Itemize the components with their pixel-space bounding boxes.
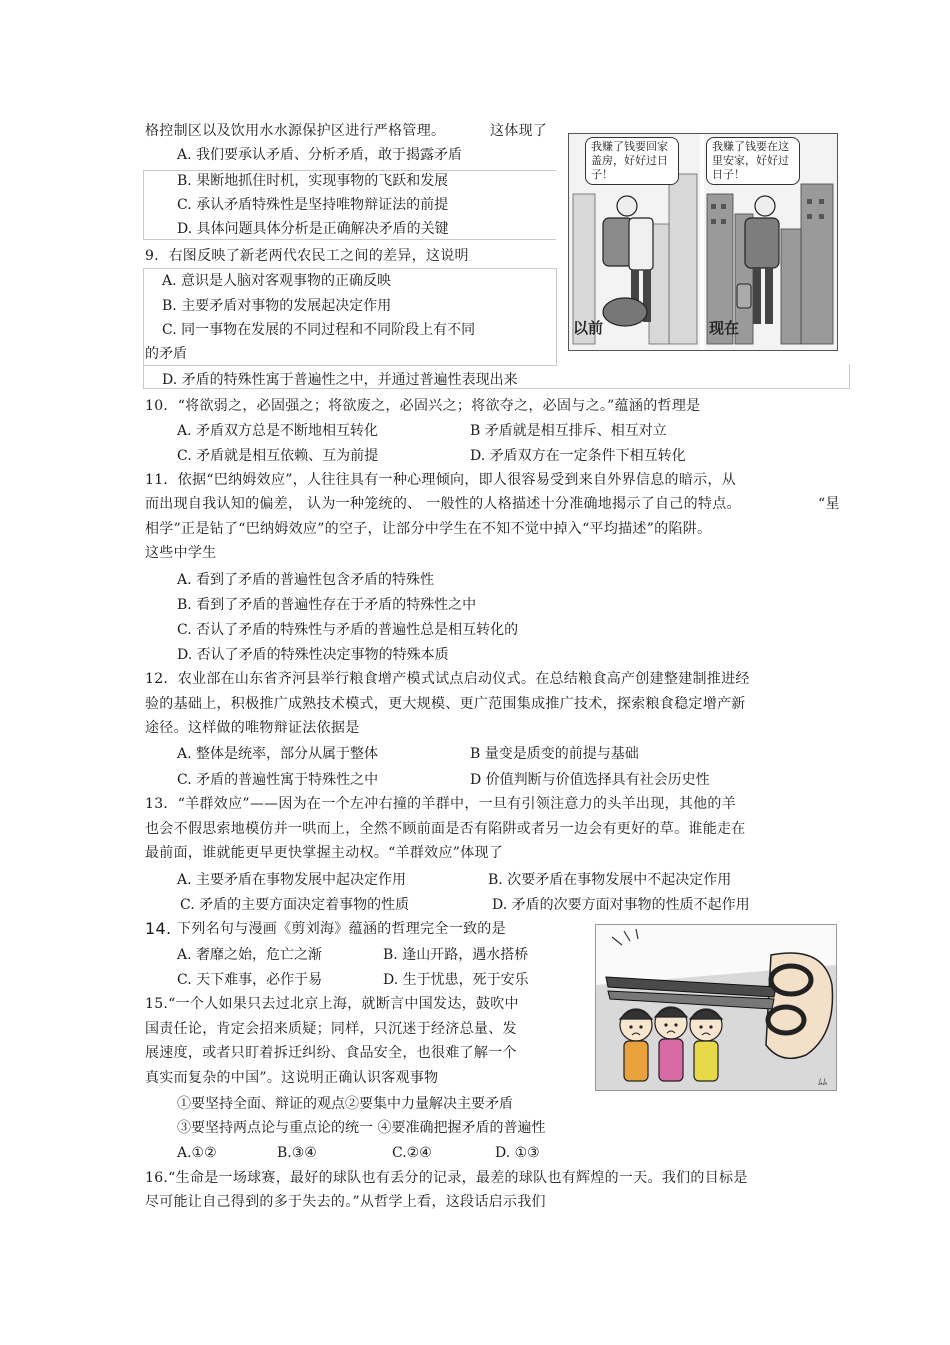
q12-line-1: 12．农业部在山东省齐河县举行粮食增产模式试点启动仪式。在总结粮食高产创建整建制推进经 (145, 671, 750, 687)
left-panel-label: 以前 (573, 319, 604, 337)
q14-option-b: B. 逢山开路，遇水搭桥 (383, 947, 529, 963)
right-speech-bubble: 我赚了钱要在这里安家，好好过日子！ (706, 137, 800, 185)
q15-option-a: A.①② (177, 1145, 217, 1161)
q10-option-d: D. 矛盾双方在一定条件下相互转化 (470, 448, 686, 464)
q13-line-1: 13．“羊群效应”——因为在一个左冲右撞的羊群中，一旦有引领注意力的头羊出现，其他的羊 (145, 796, 737, 812)
q15-option-d: D. ①③ (495, 1145, 540, 1161)
q11-line-2: 而出现自我认知的偏差， 认为一种笼统的、 一般性的人格描述十分准确地揭示了自己的特点。 (145, 496, 741, 512)
q9-option-c: C. 同一事物在发展的不同过程和不同阶段上有不同 (162, 322, 476, 338)
q12-option-b: B 量变是质变的前提与基础 (470, 746, 639, 762)
q10-option-c: C. 矛盾就是相互依赖、互为前提 (177, 448, 379, 464)
q11-line-1: 11．依据“巴纳姆效应”，人往往具有一种心理倾向，即人很容易受到来自外界信息的暗示，从 (145, 472, 737, 488)
q11-option-d: D. 否认了矛盾的特殊性决定事物的特殊本质 (177, 647, 449, 663)
q8-option-b: B. 果断地抓住时机，实现事物的飞跃和发展 (177, 173, 449, 189)
q9-option-b: B. 主要矛盾对事物的发展起决定作用 (162, 298, 392, 314)
q15-line-3: 展速度，或者只盯着拆迁纠纷、食品安全，也很难了解一个 (145, 1045, 517, 1061)
q9-option-a: A. 意识是人脑对客观事物的正确反映 (162, 273, 392, 289)
q13-option-a: A. 主要矛盾在事物发展中起决定作用 (177, 872, 407, 888)
q11-option-c: C. 否认了矛盾的特殊性与矛盾的普遍性总是相互转化的 (177, 622, 519, 638)
q12-line-2: 验的基础上，积极推广成熟技术模式，更大规模、更广范围集成推广技术，探索粮食稳定增产新 (145, 696, 746, 712)
q15-line-1: 15.“一个人如果只去过北京上海，就断言中国发达，鼓吹中 (145, 996, 519, 1012)
q15-item-line-1: ①要坚持全面、辩证的观点②要集中力量解决主要矛盾 (177, 1096, 513, 1112)
q13-line-3: 最前面，谁就能更早更快掌握主动权。“羊群效应”体现了 (145, 845, 504, 861)
q12-option-c: C. 矛盾的普遍性寓于特殊性之中 (177, 772, 379, 788)
q11-line-3: 相学”正是钻了“巴纳姆效应”的空子，让部分中学生在不知不觉中掉入“平均描述”的陷阱。 (145, 521, 712, 537)
q14-option-d: D. 生于忧患，死于安乐 (383, 972, 529, 988)
bangs-cutting-comic (595, 924, 837, 1091)
q8-stem-tail: 格控制区以及饮用水水源保护区进行严格管理。 (145, 123, 446, 139)
q14-option-c: C. 天下难事，必作于易 (177, 972, 323, 988)
artist-signature: ﾑﾑ (818, 1078, 828, 1088)
q12-option-a: A. 整体是统率，部分从属于整体 (177, 746, 379, 762)
left-speech-bubble: 我赚了钱要回家盖房，好好过日子！ (585, 137, 679, 185)
q13-option-d: D. 矛盾的次要方面对事物的性质不起作用 (492, 897, 750, 913)
q12-line-3: 途径。这样做的唯物辩证法依据是 (145, 720, 360, 736)
q8-option-d: D. 具体问题具体分析是正确解决矛盾的关键 (177, 221, 449, 237)
q13-option-c: C. 矛盾的主要方面决定着事物的性质 (180, 897, 410, 913)
q11-line-4: 这些中学生 (145, 545, 217, 561)
q14-number: 14. (145, 919, 172, 938)
right-panel-label: 现在 (709, 319, 740, 337)
q16-line-2: 尽可能让自己得到的多于失去的。”从哲学上看，这段话启示我们 (145, 1194, 546, 1210)
q15-item-line-2: ③要坚持两点论与重点论的统一 ④要准确把握矛盾的普遍性 (177, 1120, 546, 1136)
q15-line-2: 国责任论，肯定会招来质疑；同样，只沉迷于经济总量、发 (145, 1021, 517, 1037)
q14-stem: 下列名句与漫画《剪刘海》蕴涵的哲理完全一致的是 (177, 921, 506, 937)
scissors-illustration (596, 925, 836, 1090)
q13-line-2: 也会不假思索地模仿并一哄而上，全然不顾前面是否有陷阱或者另一边会有更好的草。谁能走在 (145, 821, 746, 837)
q15-option-b: B.③④ (277, 1145, 317, 1161)
q16-line-1: 16.“生命是一场球赛，最好的球队也有丢分的记录，最差的球队也有辉煌的一天。我们的目标是 (145, 1170, 748, 1186)
q12-option-d: D 价值判断与价值选择具有社会历史性 (470, 772, 710, 788)
q11-option-a: A. 看到了矛盾的普遍性包含矛盾的特殊性 (177, 572, 435, 588)
q8-stem-tail-2: 这体现了 (490, 123, 548, 139)
q11-option-b: B. 看到了矛盾的普遍性存在于矛盾的特殊性之中 (177, 597, 477, 613)
q8-option-a: A. 我们要承认矛盾、分析矛盾，敢于揭露矛盾 (177, 147, 463, 163)
q15-line-4: 真实而复杂的中国”。这说明正确认识客观事物 (145, 1070, 439, 1086)
q10-option-b: B 矛盾就是相互排斥、相互对立 (470, 423, 667, 439)
q8-option-c: C. 承认矛盾特殊性是坚持唯物辩证法的前提 (177, 197, 449, 213)
q13-option-b: B. 次要矛盾在事物发展中不起决定作用 (488, 872, 732, 888)
q10-option-a: A. 矛盾双方总是不断地相互转化 (177, 423, 379, 439)
migrant-workers-comic (568, 133, 838, 351)
q10-stem: 10．“将欲弱之，必固强之；将欲废之，必固兴之；将欲夺之，必固与之。”蕴涵的哲理是 (145, 398, 701, 414)
q15-option-c: C.②④ (392, 1145, 432, 1161)
q9-stem: 9．右图反映了新老两代农民工之间的差异，这说明 (145, 248, 469, 264)
q14-option-a: A. 奢靡之始，危亡之渐 (177, 947, 323, 963)
q9-option-c-cont: 的矛盾 (145, 346, 187, 362)
q9-option-d: D. 矛盾的特殊性寓于普遍性之中，并通过普遍性表现出来 (162, 372, 518, 388)
q11-line-2-end: “星 (818, 496, 840, 512)
